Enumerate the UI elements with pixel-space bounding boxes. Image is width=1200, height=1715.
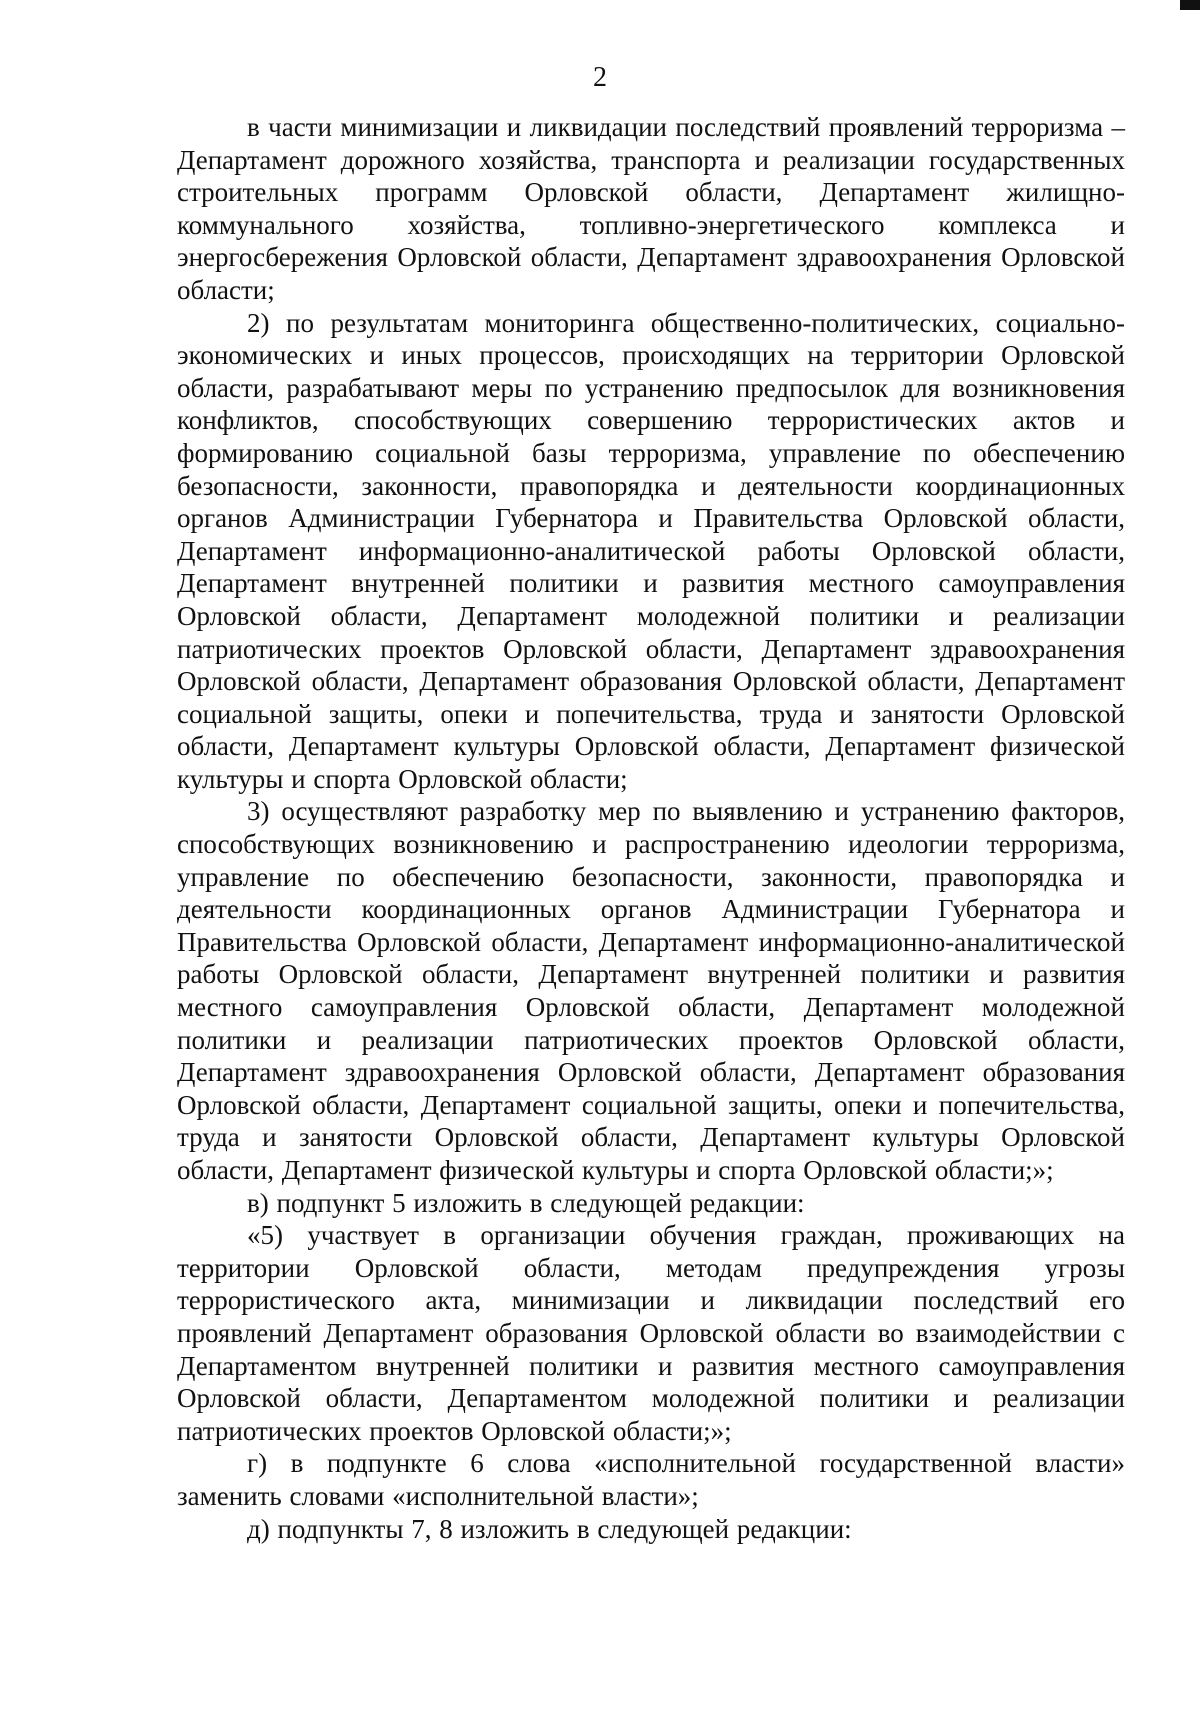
paragraph-subitem-d: д) подпункты 7, 8 изложить в следующей редакции: [247,1513,852,1544]
paragraph-subitem-v: в) подпункт 5 изложить в следующей редакции: [247,1187,805,1218]
paragraph-item-2-monitoring: 2) по результатам мониторинга общественно-политических, социально-экономических и иных процессов, происходящих на территории Орловской области, разрабатывают меры по устранению предпосылок для возникновения конфликтов, способствующих совершению террористических актов и формированию социальной базы терроризма, управление по обеспечению безопасности, законности, правопорядка и деятельности координационных органов Администрации Губернатора и Правительства Орловской области, Департамент информационно-аналитической работы Орловской области, Департамент внутренней политики и развития местного самоуправления Орловской области, Департамент молодежной политики и реализации патриотических проектов Орловской области, Департамент здравоохранения Орловской области, Департамент образования Орловской области, Департамент социальной защиты, опеки и попечительства, труда и занятости Орловской области, Департамент культуры Орловской области, Департамент физической культуры и спорта Орловской области; [177,307,1125,794]
paragraph-item-5-training: «5) участвует в организации обучения граждан, проживающих на территории Орловской области, методам предупреждения угрозы террористического акта, минимизации и ликвидации последствий его проявлений Департамент образования Орловской области во взаимодействии с Департаментом внутренней политики и развития местного самоуправления Орловской области, Департаментом молодежной политики и реализации патриотических проектов Орловской области;»; [177,1220,1125,1446]
document-body [177,111,1125,1545]
page-number: 2 [593,62,607,93]
scan-corner-mark [1180,0,1200,10]
paragraph-item-3-ideology: 3) осуществляют разработку мер по выявлению и устранению факторов, способствующих возникновению и распространению идеологии терроризма, управление по обеспечению безопасности, законности, правопорядка и деятельности координационных органов Администрации Губернатора и Правительства Орловской области, Департамент информационно-аналитической работы Орловской области, Департамент внутренней политики и развития местного самоуправления Орловской области, Департамент молодежной политики и реализации патриотических проектов Орловской области, Департамент здравоохранения Орловской области, Департамент образования Орловской области, Департамент социальной защиты, опеки и попечительства, труда и занятости Орловской области, Департамент культуры Орловской области, Департамент физической культуры и спорта Орловской области;»; [177,796,1125,1185]
paragraph-minimization: в части минимизации и ликвидации последствий проявлений терроризма – Департамент дорожного хозяйства, транспорта и реализации государственных строительных программ Орловской области, Департамент жилищно-коммунального хозяйства, топливно-энергетического комплекса и энергосбережения Орловской области, Департамент здравоохранения Орловской области; [177,112,1125,305]
paragraph-subitem-g: г) в подпункте 6 слова «исполнительной государственной власти» заменить словами «исполнительной власти»; [177,1448,1125,1511]
